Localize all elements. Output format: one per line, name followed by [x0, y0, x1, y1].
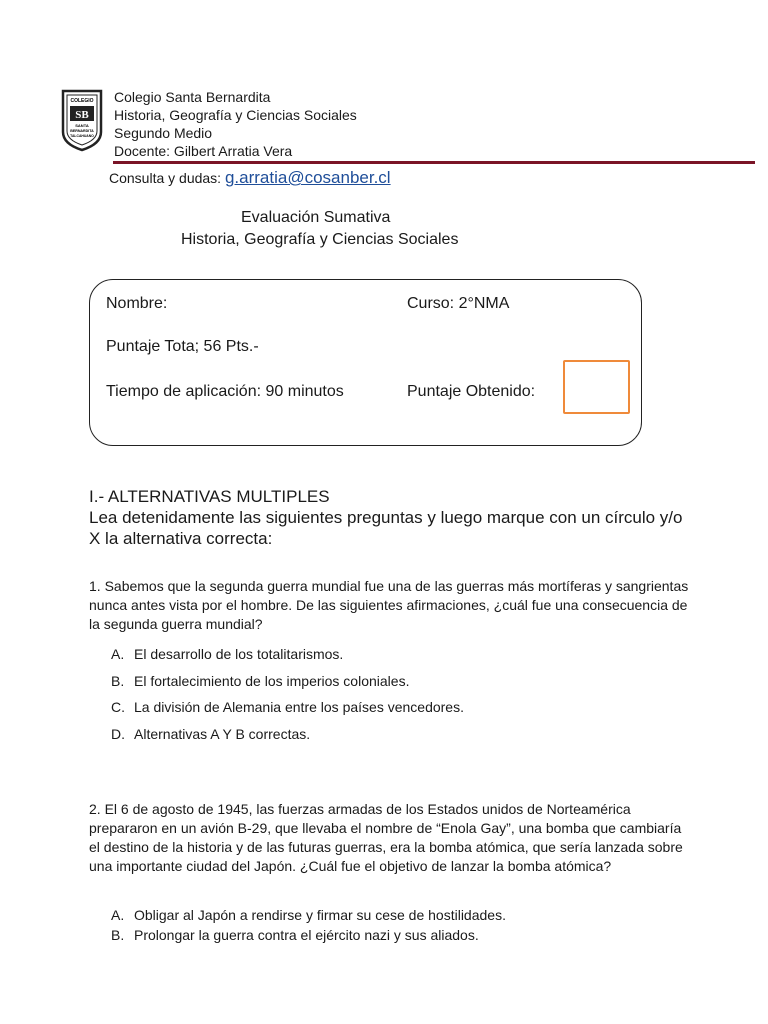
question-1-text: 1. Sabemos que la segunda guerra mundial fue una de las guerras más mortíferas y sangrientas nunca antes vista por el hombre. De las siguientes afirmaciones, ¿cuál fue una consecuencia de la segunda guerra mundial?	[89, 578, 689, 632]
question-2-option-a[interactable]	[111, 907, 506, 923]
option-letter: B.	[111, 673, 125, 689]
obtained-score-field[interactable]	[563, 360, 630, 414]
option-text: El desarrollo de los totalitarismos.	[134, 646, 344, 662]
total-score-label: Puntaje Tota; 56 Pts.-	[106, 338, 259, 355]
option-letter: C.	[111, 699, 125, 715]
contact-label: Consulta y dudas:	[109, 170, 222, 186]
header-rule	[113, 161, 755, 164]
time-label: Tiempo de aplicación: 90 minutos	[106, 383, 344, 400]
header-subject: Historia, Geografía y Ciencias Sociales	[114, 107, 357, 123]
option-letter: A.	[111, 907, 125, 923]
question-1-option-c[interactable]	[111, 699, 464, 715]
logo-text-santa: SANTA	[75, 123, 89, 128]
question-1-option-a[interactable]	[111, 646, 343, 662]
logo-text-city: TALCAHUANO	[70, 134, 94, 138]
header-level: Segundo Medio	[114, 125, 213, 141]
school-logo	[59, 88, 105, 152]
option-text: El fortalecimiento de los imperios coloniales.	[134, 673, 410, 689]
student-info-box	[89, 279, 642, 446]
name-label: Nombre:	[106, 295, 168, 312]
option-letter: A.	[111, 646, 125, 662]
contact-line	[109, 168, 391, 188]
option-text: Obligar al Japón a rendirse y firmar su cese de hostilidades.	[134, 907, 506, 923]
section-instructions-2: X la alternativa correcta:	[89, 529, 273, 548]
logo-text-bernardita: BERNARDITA	[70, 129, 94, 133]
obtained-score-label: Puntaje Obtenido:	[407, 383, 536, 400]
header-teacher: Docente: Gilbert Arratia Vera	[114, 143, 293, 159]
logo-text-initials: SB	[75, 109, 89, 121]
option-text: Prolongar la guerra contra el ejército nazi y sus aliados.	[134, 927, 479, 943]
option-text: Alternativas A Y B correctas.	[134, 726, 311, 742]
option-letter: B.	[111, 927, 125, 943]
option-text: La división de Alemania entre los países vencedores.	[134, 699, 464, 715]
doc-subtitle: Historia, Geografía y Ciencias Sociales	[181, 231, 459, 248]
logo-text-colegio: COLEGIO	[70, 98, 94, 104]
section-instructions-1: Lea detenidamente las siguientes preguntas y luego marque con un círculo y/o	[89, 508, 683, 527]
doc-title: Evaluación Sumativa	[241, 209, 391, 226]
question-1-option-d[interactable]	[111, 726, 310, 742]
contact-email-link[interactable]: g.arratia@cosanber.cl	[224, 168, 391, 187]
section-heading: I.- ALTERNATIVAS MULTIPLES	[89, 487, 330, 506]
question-2-text: 2. El 6 de agosto de 1945, las fuerzas armadas de los Estados unidos de Norteamérica prepararon en un avión B-29, que llevaba el nombre de “Enola Gay”, una bomba que cambiaría el destino de la historia y de las futuras guerras, era la bomba atómica, que sería lanzada sobre una importante ciudad del Japón. ¿Cuál fue el objetivo de lanzar la bomba atómica?	[89, 801, 683, 874]
question-2-option-b[interactable]	[111, 927, 479, 943]
option-letter: D.	[111, 726, 125, 742]
question-1-option-b[interactable]	[111, 673, 409, 689]
header-school: Colegio Santa Bernardita	[114, 89, 271, 105]
course-label: Curso: 2°NMA	[407, 295, 510, 312]
